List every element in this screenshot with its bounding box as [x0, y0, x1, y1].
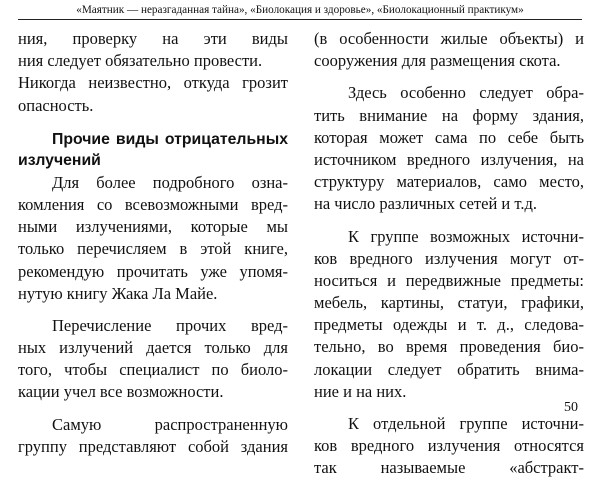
text-line: ными излучениями, которые мы	[18, 217, 288, 237]
text-line: кации учел все возможности.	[18, 382, 224, 402]
text-line: локации следует обратить внима-	[314, 359, 584, 379]
subheading-line: Прочие виды отрицательных	[52, 130, 288, 148]
text-line: тельно, во время проведения био-	[314, 337, 584, 357]
text-line: группу представляют собой здания	[18, 436, 288, 456]
paragraph	[18, 315, 288, 404]
text-line: рекомендую прочитать уже упомя-	[18, 261, 288, 281]
text-line: ков вредного излучения относятся	[314, 436, 584, 456]
text-line: Здесь особенно следует обра-	[348, 83, 584, 103]
text-line: Самую распространенную	[52, 414, 288, 434]
text-line: носиться и передвижные предметы:	[314, 270, 584, 290]
text-line: ков вредного излучения могут от-	[314, 248, 584, 268]
section-subheading	[18, 129, 288, 171]
text-line: тить внимание на форму здания,	[314, 105, 584, 125]
paragraph	[18, 172, 288, 305]
text-line: только перечисляем в этой книге,	[18, 239, 288, 259]
text-line: ния следует обязательно провести.	[18, 51, 263, 71]
text-line: сооружения для размещения скота.	[314, 51, 561, 71]
text-line: ние и на них.	[314, 381, 407, 401]
paragraph	[314, 82, 584, 215]
text-line: Для более подробного озна-	[52, 172, 288, 192]
text-line: ных излучений дается только для	[18, 338, 288, 358]
header-rule	[18, 19, 582, 20]
paragraph	[314, 28, 584, 72]
text-line: которая может сама по себе быть	[314, 127, 584, 147]
paragraph	[18, 28, 288, 117]
running-header: «Маятник — неразгаданная тайна», «Биолокация и здоровье», «Биолокационный практикум»	[76, 4, 524, 16]
text-line: опасность.	[18, 95, 94, 115]
right-column	[314, 28, 584, 480]
text-line: К группе возможных источни-	[348, 226, 584, 246]
text-line: предметы одежды и т. д., следова-	[314, 315, 584, 335]
subheading-line: излучений	[18, 151, 101, 169]
text-line: (в особенности жилые объекты) и	[314, 29, 584, 48]
text-line: структуру материалов, само место,	[314, 172, 584, 192]
text-line: Никогда неизвестно, откуда грозит	[18, 73, 288, 93]
text-line: того, чтобы специалист по биоло-	[18, 360, 288, 380]
text-line: на число различных сетей и т.д.	[314, 194, 537, 214]
text-line: так называемые «абстракт-	[314, 458, 584, 478]
page-number: 50	[564, 400, 578, 415]
paragraph	[18, 414, 288, 458]
text-line: мебель, картины, статуи, графики,	[314, 293, 584, 313]
text-line: К отдельной группе источни-	[348, 414, 584, 433]
text-line: источником вредного излучения, на	[314, 149, 584, 169]
text-line: нутую книгу Жака Ла Майе.	[18, 283, 218, 303]
paragraph	[314, 226, 584, 404]
left-column	[18, 28, 288, 458]
text-line: ния, проверку на эти виды	[18, 29, 288, 48]
text-line: комления со всевозможными вред-	[18, 194, 288, 214]
text-line: Перечисление прочих вред-	[52, 315, 288, 335]
